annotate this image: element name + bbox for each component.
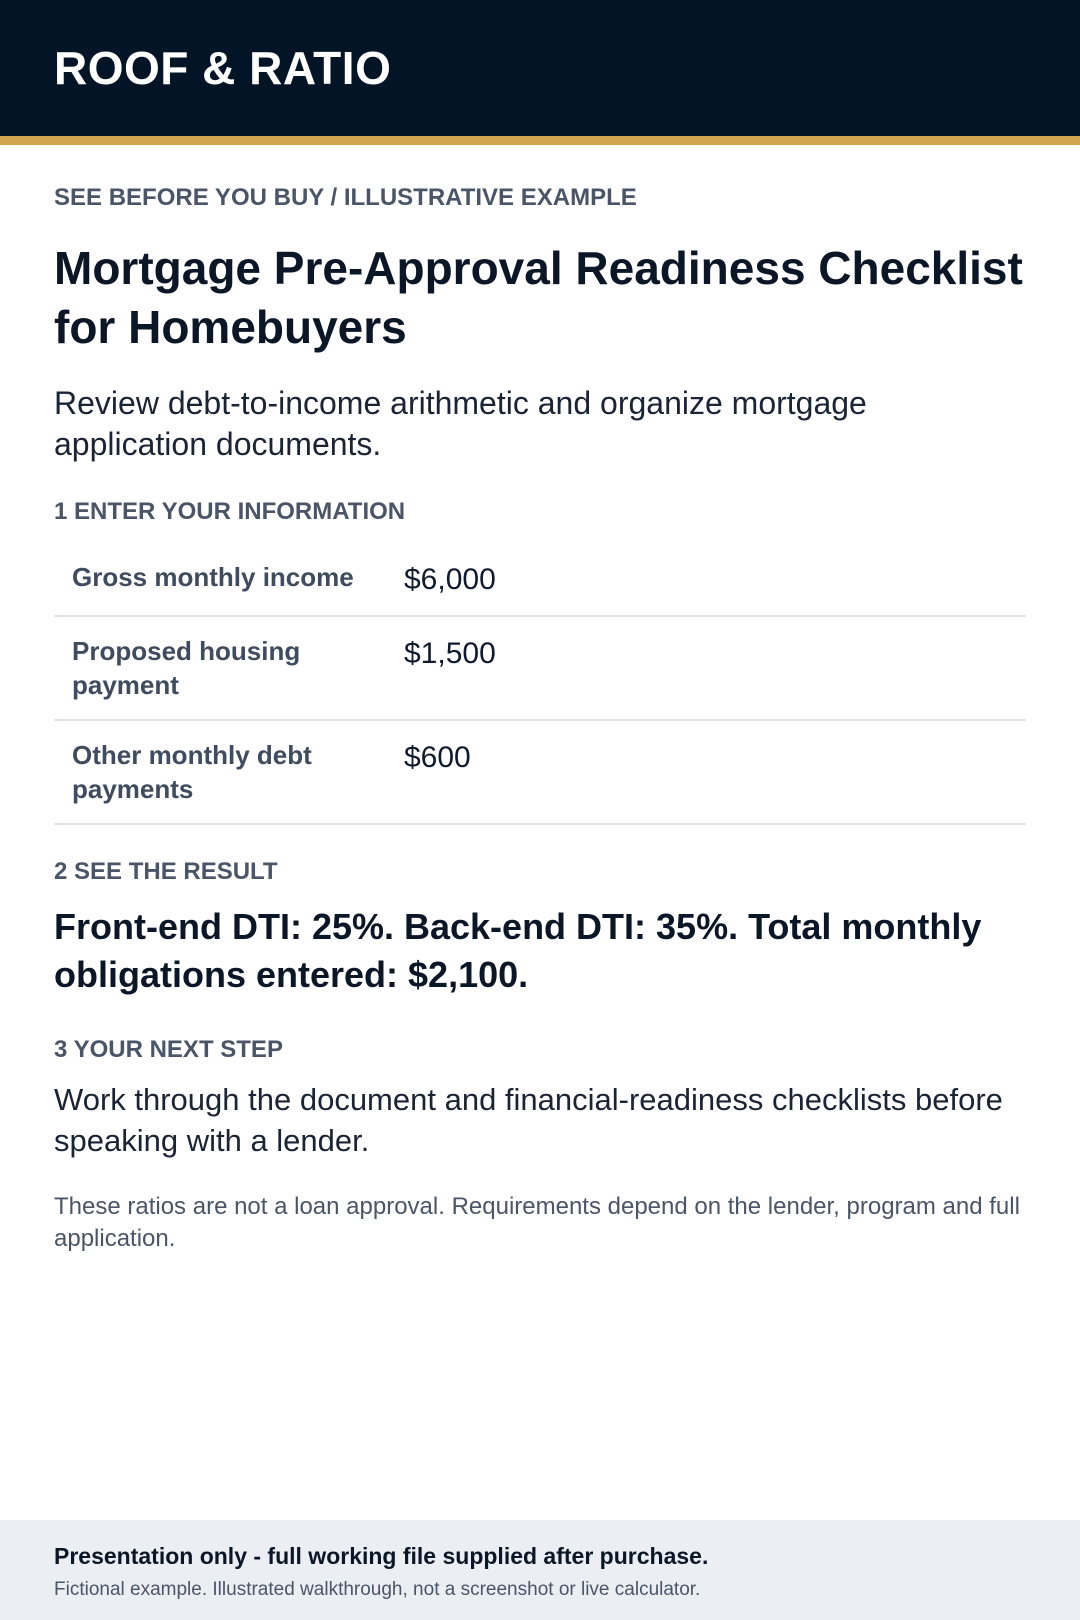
info-row-value: $6,000: [404, 563, 496, 596]
footer-main-text: Presentation only - full working file supplied after purchase.: [54, 1543, 709, 1569]
footer-sub-text: Fictional example. Illustrated walkthrough, not a screenshot or live calculator.: [54, 1579, 701, 1600]
info-row-label: Other monthly debt payments: [72, 740, 312, 804]
info-row-gross-income: [54, 543, 1026, 617]
footer: [0, 1520, 1080, 1620]
page-subtitle: Review debt-to-income arithmetic and organize mortgage application documents.: [54, 385, 867, 462]
step-1-heading: 1 ENTER YOUR INFORMATION: [54, 498, 406, 525]
info-row-housing-payment: [54, 617, 1026, 721]
site-header: [0, 0, 1080, 145]
main-content: [54, 145, 1026, 1255]
info-row-value: $600: [404, 741, 471, 774]
disclaimer: These ratios are not a loan approval. Requirements depend on the lender, program and full application.: [54, 1193, 1020, 1252]
step-3-heading: 3 YOUR NEXT STEP: [54, 1036, 283, 1063]
page-title: Mortgage Pre-Approval Readiness Checklist for Homebuyers: [54, 242, 1023, 353]
information-table: [54, 543, 1026, 825]
info-row-other-debt: [54, 721, 1026, 825]
next-step-text: Work through the document and financial-readiness checklists before speaking with a lender.: [54, 1082, 1003, 1158]
info-row-value: $1,500: [404, 637, 496, 670]
step-2-heading: 2 SEE THE RESULT: [54, 858, 278, 885]
info-row-label: Proposed housing payment: [72, 636, 301, 700]
brand-logo-text[interactable]: ROOF & RATIO: [54, 42, 392, 94]
info-row-label: Gross monthly income: [72, 562, 354, 592]
result-summary: Front-end DTI: 25%. Back-end DTI: 35%. Total monthly obligations entered: $2,100.: [54, 906, 982, 995]
kicker: SEE BEFORE YOU BUY / ILLUSTRATIVE EXAMPLE: [54, 184, 637, 211]
